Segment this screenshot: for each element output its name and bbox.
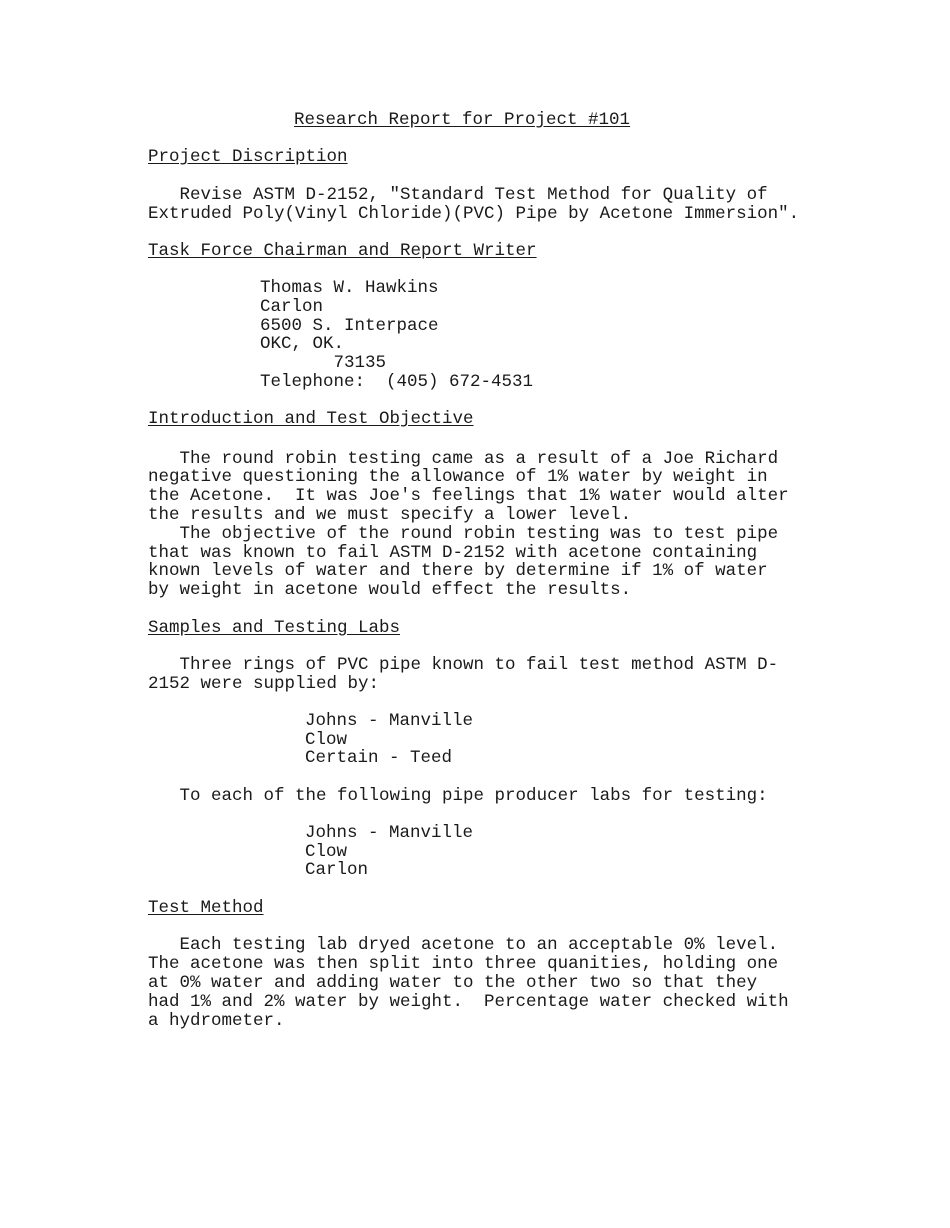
supplier-item: Johns - Manville <box>305 711 474 731</box>
method-line: Each testing lab dryed acetone to an acceptable 0% level. <box>148 935 779 955</box>
introduction-line: The round robin testing came as a result of a Joe Richard <box>148 449 779 469</box>
section-heading-chairman: Task Force Chairman and Report Writer <box>148 241 537 261</box>
chairman-company: Carlon <box>260 297 324 317</box>
lab-item: Johns - Manville <box>305 823 474 843</box>
introduction-line: the Acetone. It was Joe's feelings that 1% water would alter <box>148 486 789 506</box>
lab-item: Clow <box>305 842 348 862</box>
introduction-line: known levels of water and there by determine if 1% of water <box>148 561 768 581</box>
chairman-street: 6500 S. Interpace <box>260 316 439 336</box>
introduction-line: that was known to fail ASTM D-2152 with acetone containing <box>148 543 758 563</box>
introduction-line: the results and we must specify a lower level. <box>148 505 632 525</box>
section-heading-method: Test Method <box>148 898 264 918</box>
introduction-line: by weight in acetone would effect the results. <box>148 580 632 600</box>
section-heading-samples: Samples and Testing Labs <box>148 618 401 638</box>
samples-line: 2152 were supplied by: <box>148 674 380 694</box>
introduction-line: negative questioning the allowance of 1% water by weight in <box>148 467 768 487</box>
samples-transition: To each of the following pipe producer labs for testing: <box>148 786 768 806</box>
chairman-zip: 73135 <box>260 353 387 373</box>
introduction-line: The objective of the round robin testing was to test pipe <box>148 524 779 544</box>
report-title: Research Report for Project #101 <box>294 110 631 130</box>
description-line: Revise ASTM D-2152, "Standard Test Method for Quality of <box>148 185 768 205</box>
supplier-item: Certain - Teed <box>305 748 453 768</box>
chairman-city: OKC, OK. <box>260 334 345 354</box>
lab-item: Carlon <box>305 860 369 880</box>
chairman-name: Thomas W. Hawkins <box>260 278 439 298</box>
section-heading-introduction: Introduction and Test Objective <box>148 409 474 429</box>
section-heading-description: Project Discription <box>148 147 348 167</box>
method-line: at 0% water and adding water to the other two so that they <box>148 973 758 993</box>
method-line: The acetone was then split into three quanities, holding one <box>148 954 779 974</box>
supplier-item: Clow <box>305 730 348 750</box>
method-line: a hydrometer. <box>148 1011 285 1031</box>
description-line: Extruded Poly(Vinyl Chloride)(PVC) Pipe by Acetone Immersion". <box>148 204 800 224</box>
chairman-telephone: Telephone: (405) 672-4531 <box>260 372 534 392</box>
method-line: had 1% and 2% water by weight. Percentage water checked with <box>148 992 789 1012</box>
samples-line: Three rings of PVC pipe known to fail test method ASTM D- <box>148 655 779 675</box>
